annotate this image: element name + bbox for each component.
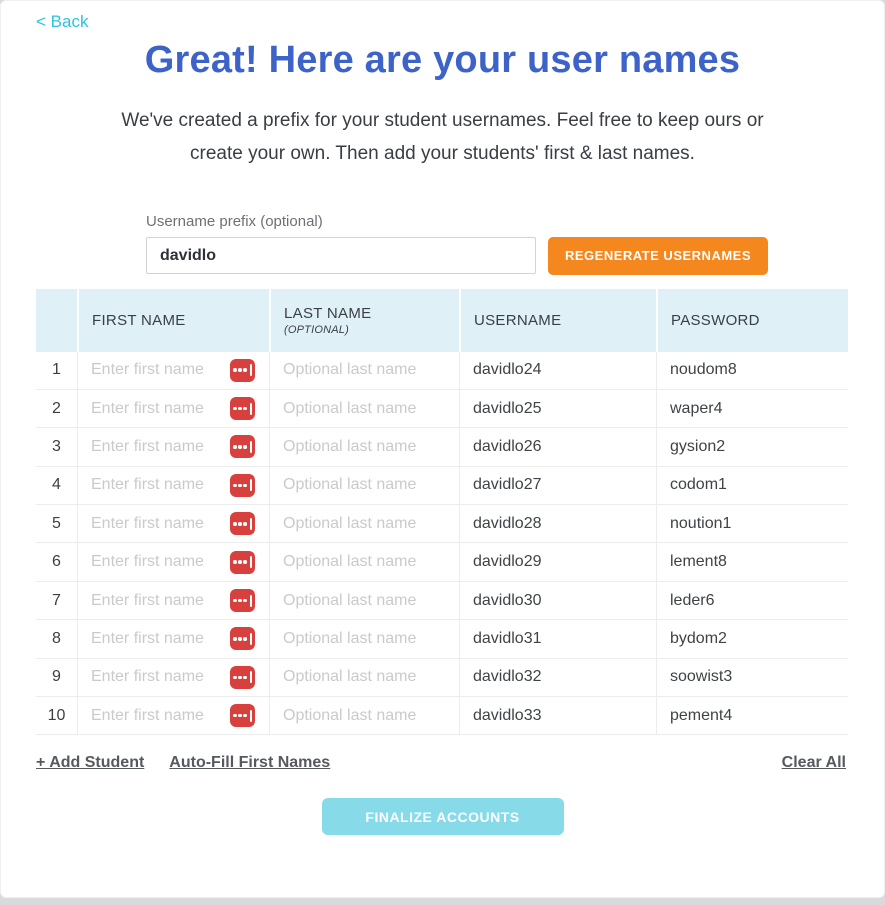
last-name-input[interactable] bbox=[270, 543, 459, 580]
prefix-input[interactable] bbox=[146, 237, 536, 274]
first-name-input[interactable] bbox=[78, 659, 230, 696]
random-name-icon[interactable] bbox=[230, 589, 255, 612]
regenerate-usernames-button[interactable]: REGENERATE USERNAMES bbox=[548, 237, 768, 275]
row-number: 8 bbox=[52, 629, 61, 647]
random-name-icon[interactable] bbox=[230, 435, 255, 458]
last-name-cell bbox=[269, 467, 459, 504]
password-cell: leder6 bbox=[656, 582, 848, 619]
row-number: 7 bbox=[52, 591, 61, 609]
username-cell: davidlo28 bbox=[459, 505, 656, 542]
username-cell: davidlo27 bbox=[459, 467, 656, 504]
table-row bbox=[36, 467, 848, 505]
first-name-input[interactable] bbox=[78, 352, 230, 389]
page-subtitle: We've created a prefix for your student usernames. Feel free to keep ours or create your own. Then add your students' first & last names. bbox=[121, 110, 764, 165]
first-name-cell bbox=[77, 428, 269, 465]
username-cell: davidlo33 bbox=[459, 697, 656, 734]
password-cell: noudom8 bbox=[656, 352, 848, 389]
table-row bbox=[36, 505, 848, 543]
password-cell: lement8 bbox=[656, 543, 848, 580]
col-header-password: PASSWORD bbox=[656, 289, 848, 352]
col-header-username: USERNAME bbox=[459, 289, 656, 352]
row-number: 2 bbox=[52, 399, 61, 417]
first-name-input[interactable] bbox=[78, 467, 230, 504]
page-title: Great! Here are your user names bbox=[144, 39, 741, 81]
prefix-section bbox=[146, 213, 884, 275]
last-name-input[interactable] bbox=[270, 352, 459, 389]
col-header-last-name-note: (OPTIONAL) bbox=[284, 323, 349, 336]
last-name-cell bbox=[269, 582, 459, 619]
last-name-cell bbox=[269, 428, 459, 465]
last-name-cell bbox=[269, 390, 459, 427]
add-student-link[interactable]: + Add Student bbox=[36, 754, 145, 772]
password-cell: bydom2 bbox=[656, 620, 848, 657]
table-row bbox=[36, 543, 848, 581]
random-name-icon[interactable] bbox=[230, 551, 255, 574]
row-number: 3 bbox=[52, 437, 61, 455]
table-row bbox=[36, 697, 848, 735]
first-name-input[interactable] bbox=[78, 428, 230, 465]
col-header-number bbox=[36, 289, 77, 352]
footer-links bbox=[36, 754, 846, 772]
username-cell: davidlo25 bbox=[459, 390, 656, 427]
usernames-table bbox=[36, 289, 848, 736]
table-body bbox=[36, 352, 848, 736]
first-name-cell bbox=[77, 582, 269, 619]
table-row bbox=[36, 582, 848, 620]
password-cell: gysion2 bbox=[656, 428, 848, 465]
last-name-input[interactable] bbox=[270, 467, 459, 504]
username-cell: davidlo30 bbox=[459, 582, 656, 619]
first-name-cell bbox=[77, 659, 269, 696]
username-cell: davidlo31 bbox=[459, 620, 656, 657]
table-row bbox=[36, 659, 848, 697]
table-header bbox=[36, 289, 848, 352]
first-name-cell bbox=[77, 352, 269, 389]
finalize-accounts-button[interactable]: FINALIZE ACCOUNTS bbox=[322, 798, 564, 835]
first-name-input[interactable] bbox=[78, 390, 230, 427]
password-cell: waper4 bbox=[656, 390, 848, 427]
last-name-input[interactable] bbox=[270, 428, 459, 465]
first-name-input[interactable] bbox=[78, 505, 230, 542]
table-row bbox=[36, 352, 848, 390]
last-name-input[interactable] bbox=[270, 697, 459, 734]
username-cell: davidlo24 bbox=[459, 352, 656, 389]
row-number: 5 bbox=[52, 514, 61, 532]
first-name-cell bbox=[77, 543, 269, 580]
username-cell: davidlo29 bbox=[459, 543, 656, 580]
last-name-cell bbox=[269, 697, 459, 734]
random-name-icon[interactable] bbox=[230, 627, 255, 650]
last-name-cell bbox=[269, 659, 459, 696]
last-name-cell bbox=[269, 505, 459, 542]
first-name-cell bbox=[77, 620, 269, 657]
col-header-last-name bbox=[269, 289, 459, 352]
last-name-cell bbox=[269, 543, 459, 580]
random-name-icon[interactable] bbox=[230, 512, 255, 535]
password-cell: codom1 bbox=[656, 467, 848, 504]
first-name-input[interactable] bbox=[78, 582, 230, 619]
first-name-cell bbox=[77, 390, 269, 427]
back-link[interactable]: < Back bbox=[36, 12, 89, 31]
row-number: 10 bbox=[47, 706, 66, 724]
prefix-label: Username prefix (optional) bbox=[146, 212, 323, 230]
table-row bbox=[36, 390, 848, 428]
random-name-icon[interactable] bbox=[230, 397, 255, 420]
last-name-cell bbox=[269, 352, 459, 389]
username-cell: davidlo32 bbox=[459, 659, 656, 696]
last-name-input[interactable] bbox=[270, 620, 459, 657]
first-name-cell bbox=[77, 467, 269, 504]
row-number: 4 bbox=[52, 476, 61, 494]
first-name-cell bbox=[77, 697, 269, 734]
first-name-input[interactable] bbox=[78, 620, 230, 657]
password-cell: pement4 bbox=[656, 697, 848, 734]
first-name-input[interactable] bbox=[78, 697, 230, 734]
first-name-input[interactable] bbox=[78, 543, 230, 580]
random-name-icon[interactable] bbox=[230, 474, 255, 497]
random-name-icon[interactable] bbox=[230, 359, 255, 382]
col-header-last-name-label: LAST NAME bbox=[284, 304, 372, 322]
last-name-input[interactable] bbox=[270, 582, 459, 619]
password-cell: soowist3 bbox=[656, 659, 848, 696]
row-number: 1 bbox=[52, 361, 61, 379]
last-name-input[interactable] bbox=[270, 390, 459, 427]
random-name-icon[interactable] bbox=[230, 666, 255, 689]
last-name-cell bbox=[269, 620, 459, 657]
password-cell: noution1 bbox=[656, 505, 848, 542]
random-name-icon[interactable] bbox=[230, 704, 255, 727]
autofill-first-names-link[interactable]: Auto-Fill First Names bbox=[169, 754, 331, 772]
clear-all-link[interactable]: Clear All bbox=[781, 754, 846, 772]
table-row bbox=[36, 620, 848, 658]
row-number: 9 bbox=[52, 668, 61, 686]
col-header-first-name: FIRST NAME bbox=[77, 289, 269, 352]
last-name-input[interactable] bbox=[270, 659, 459, 696]
username-cell: davidlo26 bbox=[459, 428, 656, 465]
last-name-input[interactable] bbox=[270, 505, 459, 542]
row-number: 6 bbox=[52, 553, 61, 571]
table-row bbox=[36, 428, 848, 466]
first-name-cell bbox=[77, 505, 269, 542]
